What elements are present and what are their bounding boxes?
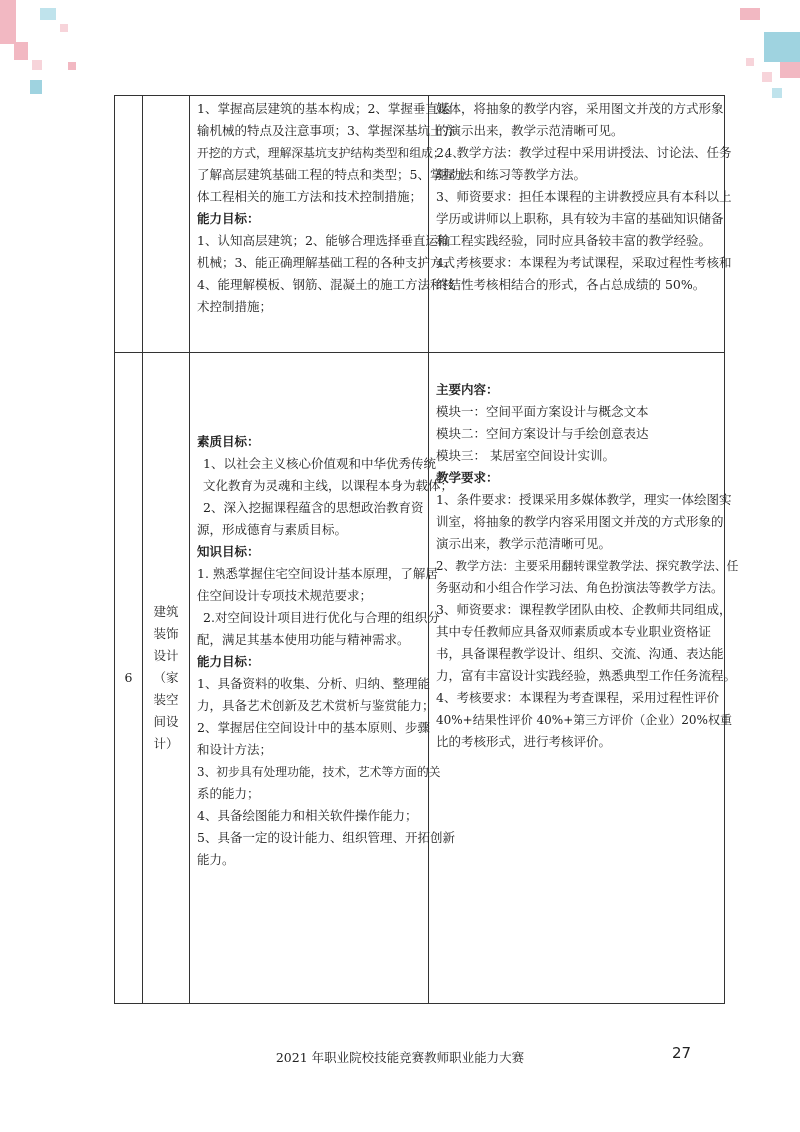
number-cell — [115, 96, 143, 353]
teaching-line: 力，富有丰富设计实践经验，熟悉典型工作任务流程。 — [436, 668, 737, 683]
teaching-line: 演示出来，教学示范清晰可见。 — [436, 536, 612, 551]
ability-line: 3、初步具有处理功能，技术，艺术等方面的关 — [197, 765, 441, 779]
knowledge-line: 了解高层建筑基础工程的特点和类型；5、掌握土 — [197, 167, 468, 182]
quality-line: 1、以社会主义核心价值观和中华优秀传统 — [203, 456, 436, 471]
knowledge-line: 输机械的特点及注意事项；3、掌握深基坑土方 — [197, 123, 455, 138]
knowledge-line: 2.对空间设计项目进行优化与合理的组织分 — [203, 610, 440, 625]
requirement-line: 终结性考核相结合的形式，各占总成绩的 50%。 — [436, 277, 706, 292]
requirement-line: 3、师资要求：担任本课程的主讲教授应具有本科以上 — [436, 189, 732, 204]
teaching-line: 1、条件要求：授课采用多媒体教学，理实一体绘图实 — [436, 492, 732, 507]
course-name-cell — [143, 353, 190, 1004]
requirements-cell — [429, 353, 739, 1004]
knowledge-line: 开挖的方式，理解深基坑支护结构类型和组成；4、 — [197, 146, 465, 160]
course-name-cell — [143, 96, 190, 353]
ability-line: 能力。 — [197, 852, 235, 867]
knowledge-line: 住空间设计专项技术规范要求； — [197, 588, 373, 603]
ability-heading: 能力目标： — [197, 211, 260, 226]
quality-line: 源，形成德育与素质目标。 — [197, 522, 348, 537]
knowledge-line: 体工程相关的施工方法和技术控制措施； — [197, 189, 423, 204]
requirement-line: 驱动法和练习等教学方法。 — [436, 167, 587, 182]
requirements-cell — [429, 96, 732, 353]
page-number: 27 — [672, 1044, 692, 1062]
content-heading: 主要内容： — [436, 382, 499, 397]
course-name: 建筑装饰设计（家装空间设计） — [153, 604, 179, 751]
ability-line: 力，具备艺术创新及艺术赏析与鉴赏能力； — [197, 698, 435, 713]
quality-heading: 素质目标： — [197, 434, 260, 449]
table-row-6 — [115, 353, 725, 1004]
knowledge-line: 1. 熟悉掌握住宅空间设计基本原理，了解居 — [197, 566, 438, 581]
teaching-line: 训室，将抽象的教学内容采用图文并茂的方式形象的 — [436, 514, 724, 529]
requirement-line: 2、教学方法：教学过程中采用讲授法、讨论法、任务 — [436, 145, 732, 160]
content-line: 模块三： 某居室空间设计实训。 — [436, 448, 615, 463]
ability-line: 1、具备资料的收集、分析、归纳、整理能 — [197, 676, 430, 691]
requirement-line: 的演示出来，教学示范清晰可见。 — [436, 123, 624, 138]
row-number: 6 — [115, 353, 143, 1004]
ability-line: 和设计方法； — [197, 742, 273, 757]
ability-line: 5、具备一定的设计能力、组织管理、开拓创新 — [197, 830, 455, 845]
content-line: 模块一：空间平面方案设计与概念文本 — [436, 404, 649, 419]
teaching-line: 4、考核要求：本课程为考查课程，采用过程性评价 — [436, 690, 719, 705]
knowledge-line: 1、掌握高层建筑的基本构成；2、掌握垂直运 — [197, 101, 451, 116]
teaching-heading: 教学要求： — [436, 470, 499, 485]
requirement-line: 学历或讲师以上职称，具有较为丰富的基础知识储备 — [436, 211, 724, 226]
teaching-line: 书，具备课程教学设计、组织、交流、沟通、表达能 — [436, 646, 724, 661]
teaching-line: 比的考核形式，进行考核评价。 — [436, 734, 612, 749]
ability-line: 系的能力； — [197, 786, 260, 801]
ability-line: 1、认知高层建筑；2、能够合理选择垂直运输 — [197, 233, 451, 248]
page-footer: 2021 年职业院校技能竞赛教师职业能力大赛 — [275, 1050, 525, 1065]
objectives-cell — [190, 353, 455, 1004]
teaching-line: 务驱动和小组合作学习法、角色扮演法等教学方法。 — [436, 580, 724, 595]
ability-line: 机械；3、能正确理解基础工程的各种支护方式； — [197, 255, 468, 270]
content-line: 模块二：空间方案设计与手绘创意表达 — [436, 426, 649, 441]
ability-heading: 能力目标： — [197, 654, 260, 669]
ability-line: 术控制措施； — [197, 299, 273, 314]
quality-line: 2、深入挖掘课程蕴含的思想政治教育资 — [203, 500, 424, 515]
objectives-cell — [190, 96, 468, 353]
teaching-line: 其中专任教师应具备双师素质或本专业职业资格证 — [436, 624, 712, 639]
teaching-line: 3、师资要求：课程教学团队由校、企教师共同组成， — [436, 602, 732, 617]
knowledge-heading: 知识目标： — [197, 544, 260, 559]
curriculum-table — [114, 95, 739, 1004]
quality-line: 文化教育为灵魂和主线，以课程本身为载体； — [203, 478, 454, 493]
requirement-line: 和工程实践经验，同时应具备较丰富的教学经验。 — [436, 233, 712, 248]
requirement-line: 4、考核要求：本课程为考试课程，采取过程性考核和 — [436, 255, 732, 270]
requirement-line: 媒体，将抽象的教学内容，采用图文并茂的方式形象 — [436, 101, 724, 116]
teaching-line: 40%+结果性评价 40%+第三方评价（企业）20%权重 — [436, 713, 732, 727]
ability-line: 4、能理解模板、钢筋、混凝土的施工方法和技 — [197, 277, 455, 292]
knowledge-line: 配，满足其基本使用功能与精神需求。 — [197, 632, 410, 647]
teaching-line: 2、教学方法：主要采用翻转课堂教学法、探究教学法、任 — [436, 559, 739, 573]
ability-line: 2、掌握居住空间设计中的基本原则、步骤 — [197, 720, 430, 735]
right-corner-pixels — [740, 8, 800, 98]
ability-line: 4、具备绘图能力和相关软件操作能力； — [197, 808, 418, 823]
left-corner-pixels — [0, 0, 76, 94]
table-row-continued — [115, 96, 725, 353]
